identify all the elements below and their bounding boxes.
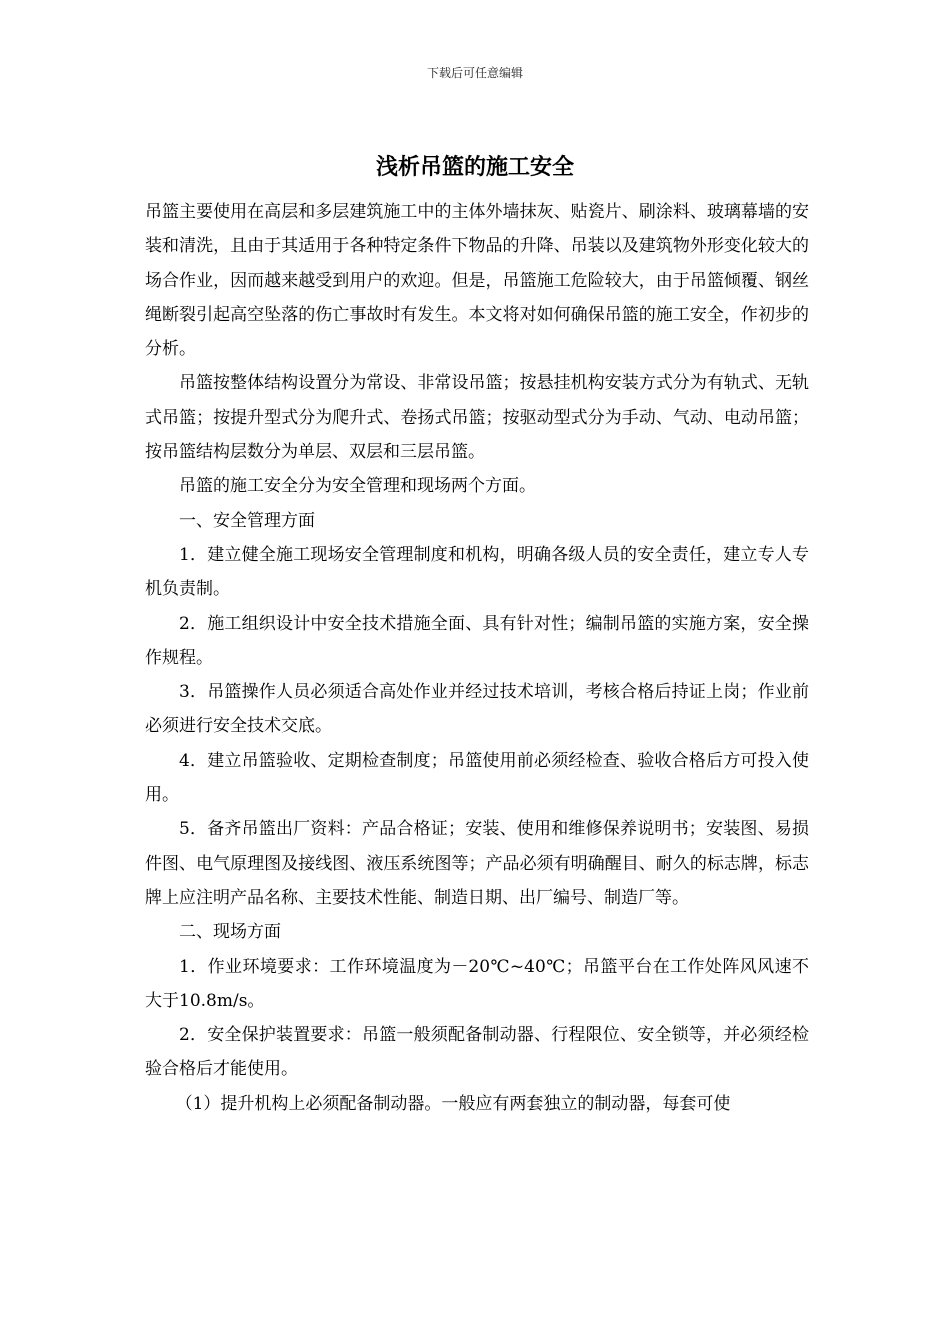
paragraph-intro: 吊篮主要使用在高层和多层建筑施工中的主体外墙抹灰、贴瓷片、刷涂料、玻璃幕墙的安装和清洗，且由于其适用于各种特定条件下物品的升降、吊装以及建筑物外形变化较大的场合作业，因而越来越受到用户的欢迎。但是，吊篮施工危险较大，由于吊篮倾覆、钢丝绳断裂引起高空坠落的伤亡事故时有发生。本文将对如何确保吊篮的施工安全，作初步的分析。 <box>145 202 809 360</box>
paragraph-management-4: 4．建立吊篮验收、定期检查制度；吊篮使用前必须经检查、验收合格后方可投入使用。 <box>145 750 809 806</box>
paragraph-management-1: 1．建立健全施工现场安全管理制度和机构，明确各级人员的安全责任，建立专人专机负责制。 <box>145 544 809 600</box>
paragraph-management-2: 2．施工组织设计中安全技术措施全面、具有针对性；编制吊篮的实施方案，安全操作规程。 <box>145 613 809 668</box>
paragraph-overview: 吊篮的施工安全分为安全管理和现场两个方面。 <box>179 476 536 497</box>
section-heading-management: 一、安全管理方面 <box>179 510 315 531</box>
paragraph-site-1: 1．作业环境要求：工作环境温度为－20℃~40℃；吊篮平台在工作处阵风风速不大于10.8m/s。 <box>145 956 809 1011</box>
document-body <box>145 195 809 1121</box>
paragraph-site-2: 2．安全保护装置要求：吊篮一般须配备制动器、行程限位、安全锁等，并必须经检验合格后才能使用。 <box>145 1025 809 1080</box>
header-note: 下载后可任意编辑 <box>426 66 523 80</box>
paragraph-management-5: 5．备齐吊篮出厂资料：产品合格证；安装、使用和维修保养说明书；安装图、易损件图、电气原理图及接线图、液压系统图等；产品必须有明确醒目、耐久的标志牌，标志牌上应注明产品名称、主要技术性能、制造日期、出厂编号、制造厂等。 <box>145 819 809 908</box>
paragraph-site-2-1: （1）提升机构上必须配备制动器。一般应有两套独立的制动器，每套可使 <box>175 1093 731 1114</box>
section-heading-site: 二、现场方面 <box>179 922 281 943</box>
paragraph-management-3: 3．吊篮操作人员必须适合高处作业并经过技术培训，考核合格后持证上岗；作业前必须进行安全技术交底。 <box>145 682 809 737</box>
document-title: 浅析吊篮的施工安全 <box>375 155 574 180</box>
paragraph-classification: 吊篮按整体结构设置分为常设、非常设吊篮；按悬挂机构安装方式分为有轨式、无轨式吊篮；按提升型式分为爬升式、卷扬式吊篮；按驱动型式分为手动、气动、电动吊篮；按吊篮结构层数分为单层、双层和三层吊篮。 <box>145 373 809 463</box>
